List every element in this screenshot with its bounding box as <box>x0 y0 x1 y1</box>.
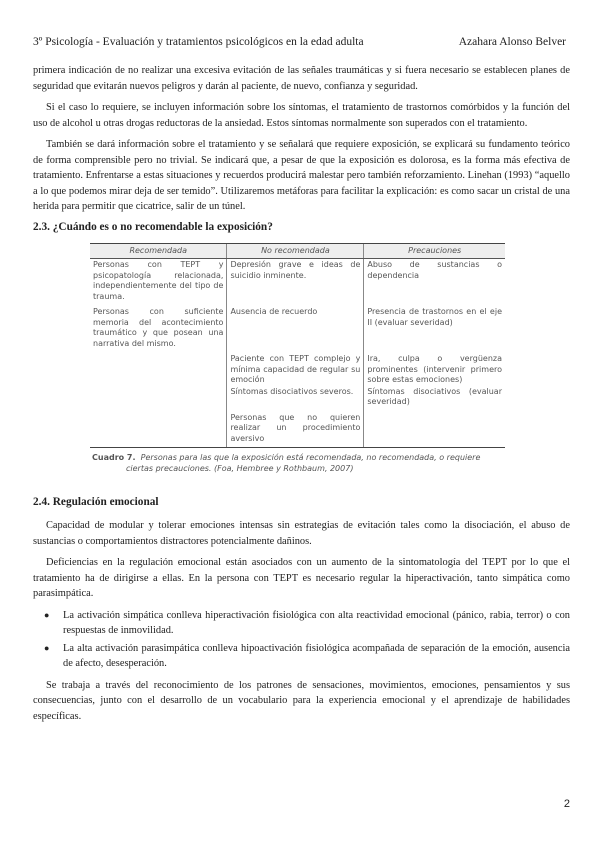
list-item <box>33 608 570 639</box>
page-header <box>33 36 566 48</box>
table-cell: Personas con suficiente memoria del acontecimiento traumático y que posean una narrativa del mismo. <box>93 307 224 348</box>
exposure-table-figure <box>90 243 505 475</box>
table-cell: Personas con TEPT y psicopatología relacionada, independientemente del tipo de trauma. <box>93 260 224 301</box>
table-header-row <box>90 243 505 259</box>
table-cell: Síntomas disociativos (evaluar severidad) <box>364 386 505 412</box>
list-item-text: La alta activación parasimpática conlleva hipoactivación fisiológica acompañada de separación de la emoción, ausencia de afecto, desesperación. <box>63 642 570 669</box>
table-row <box>90 412 505 448</box>
bullet-list <box>33 608 570 672</box>
table-row <box>90 386 505 412</box>
table-cell: Depresión grave e ideas de suicidio inminente. <box>227 259 364 307</box>
section-heading: 2.4. Regulación emocional <box>33 496 159 508</box>
column-header-precautions: Precauciones <box>364 243 505 259</box>
list-item <box>33 641 570 672</box>
table-cell: Paciente con TEPT complejo y mínima capacidad de regular su emoción <box>227 353 364 386</box>
table-cell: Ausencia de recuerdo <box>227 306 364 353</box>
paragraph: Capacidad de modular y tolerar emociones intensas sin estrategias de evitación tales como la disociación, el abuso de sustancias o comportamientos distractores potencialmente dañinos. <box>33 520 570 547</box>
list-item-text: La activación simpática conlleva hiperactivación fisiológica con alta reactividad emocional (pánico, rabia, terror) o con respuestas de inmovilidad. <box>63 609 570 636</box>
table-cell <box>90 353 227 386</box>
table-row <box>90 259 505 307</box>
table-cell: Ira, culpa o vergüenza prominentes (intervenir primero sobre estas emociones) <box>364 353 505 386</box>
table-caption <box>92 453 505 474</box>
caption-text: Personas para las que la exposición está recomendada, no recomendada, o requiere ciertas precauciones. (Foa, Hembree y Rothbaum, 2007) <box>126 453 481 473</box>
header-title: 3º Psicología - Evaluación y tratamientos psicológicos en la edad adulta <box>33 36 364 48</box>
table-row <box>90 306 505 353</box>
table-cell: Presencia de trastornos en el eje II (evaluar severidad) <box>364 306 505 353</box>
caption-label: Cuadro 7. <box>92 453 136 462</box>
section-heading: 2.3. ¿Cuándo es o no recomendable la exposición? <box>33 220 273 233</box>
header-author: Azahara Alonso Belver <box>458 36 566 48</box>
paragraph: Si el caso lo requiere, se incluyen información sobre los síntomas, el tratamiento de trastornos comórbidos y la función del uso de alcohol u otras drogas reductoras de la ansiedad. Estos síntomas normalmente son superados con el tratamiento. <box>33 102 570 129</box>
table-cell <box>90 386 227 412</box>
column-header-not-recommended: No recomendada <box>227 243 364 259</box>
table-cell: Abuso de sustancias o dependencia <box>364 259 505 307</box>
table-row <box>90 353 505 386</box>
paragraph: También se dará información sobre el tratamiento y se señalará que requiere exposición, se explicará su fundamento teórico de forma comprensible pero no trivial. Se indicará que, a pesar de que la exposición es dolorosa, es la forma más efectiva de tratamiento. Enfrentarse a estas situaciones y recuerdos producirá malestar pero también reforzamiento. Linehan (1993) “aquello a lo que podemos mirar deja de ser temido”. Utilizaremos metáforas para facilitar la explicación: es como sacar un cristal de una herida para permitir que cicatrice, salir de un túnel. <box>33 139 570 212</box>
paragraph: Deficiencias en la regulación emocional están asociados con un aumento de la sintomatología del TEPT por lo que el tratamiento ha de dirigirse a ellas. En la persona con TEPT es necesario regular la hiperactivación, tanto simpática como parasimpática. <box>33 557 570 599</box>
table-cell <box>364 412 505 448</box>
paragraph: primera indicación de no realizar una excesiva evitación de las señales traumáticas y si fuera necesario se establecen planes de seguridad que evitarán nuevos peligros y darán al paciente, de nuevo, confianza y seguridad. <box>33 65 570 92</box>
page-content <box>33 63 570 730</box>
exposure-table <box>90 243 505 449</box>
table-cell: Síntomas disociativos severos. <box>227 386 364 412</box>
column-header-recommended: Recomendada <box>90 243 227 259</box>
page-number: 2 <box>563 798 570 810</box>
bullet-icon: ● <box>44 609 50 620</box>
table-cell: Personas que no quieren realizar un procedimiento aversivo <box>227 412 364 448</box>
table-cell <box>90 412 227 448</box>
paragraph: Se trabaja a través del reconocimiento de los patrones de sensaciones, movimientos, emociones, pensamientos y sus consecuencias, junto con el desarrollo de un vocabulario para la experiencia emocional y el aprendizaje de habilidades específicas. <box>33 679 570 722</box>
bullet-icon: ● <box>44 642 50 653</box>
